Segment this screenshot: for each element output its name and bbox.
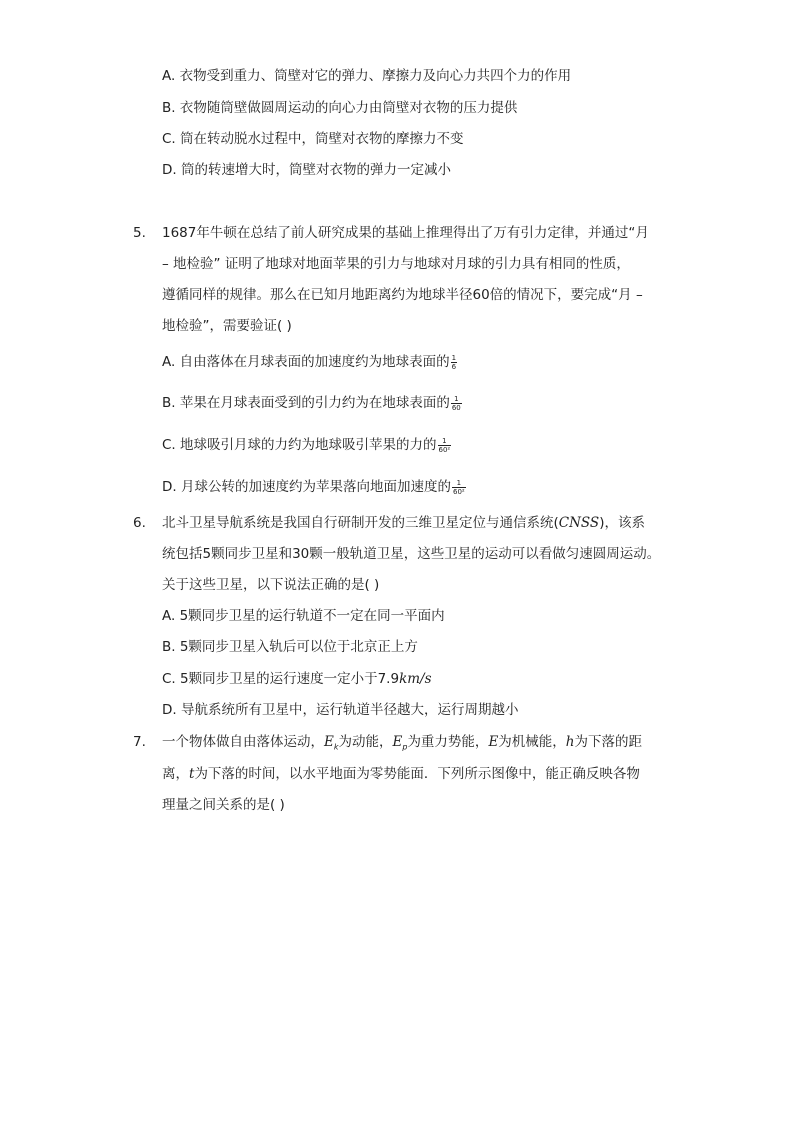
- q5-option-a: [162, 352, 457, 372]
- q7-number: 7.: [133, 734, 146, 750]
- q7-symbol-ek-subscript: k: [333, 742, 339, 752]
- q5-option-d: [162, 477, 466, 497]
- q4-option-a: A. 衣物受到重力、筒壁对它的弹力、摩擦力及向心力共四个力的作用: [162, 68, 572, 84]
- q7-symbol-h: h: [565, 734, 575, 750]
- q5-option-c-text: C. 地球吸引月球的力约为地球吸引苹果的力的: [162, 437, 437, 453]
- fraction-denominator: 60²: [438, 445, 451, 454]
- q7-stem-line2: [162, 764, 640, 784]
- q6-stem-line1-start: 北斗卫星导航系统是我国自行研制开发的三维卫星定位与通信系统(: [162, 515, 559, 531]
- q6-option-d: D. 导航系统所有卫星中，运行轨道半径越大，运行周期越小: [162, 702, 519, 718]
- q7-stem-line3: 理量之间关系的是( ): [162, 797, 285, 813]
- q7-text-part: 为下落的时间，以水平地面为零势能面．下列所示图像中，能正确反映各物: [194, 766, 640, 782]
- q4-option-b: B. 衣物随筒壁做圆周运动的向心力由筒壁对衣物的压力提供: [162, 100, 518, 116]
- q6-stem-line1: [162, 513, 645, 533]
- q7-stem-line1: [162, 732, 642, 758]
- q6-stem-line3: 关于这些卫星，以下说法正确的是( ): [162, 577, 380, 593]
- q7-symbol-ek: E: [324, 734, 334, 750]
- q6-stem-line1-end: )，该系: [599, 515, 645, 531]
- q7-symbol-ep-subscript: p: [402, 742, 408, 752]
- fraction-denominator: 60²: [452, 487, 465, 496]
- fraction-numerator: 1: [451, 395, 462, 404]
- q6-system-abbrev: CNSS: [558, 515, 600, 531]
- q5-option-d-text: D. 月球公转的加速度约为苹果落向地面加速度的: [162, 479, 451, 495]
- q7-text-part: 为重力势能，: [407, 734, 489, 750]
- q4-option-c: C. 筒在转动脱水过程中，筒壁对衣物的摩擦力不变: [162, 131, 464, 147]
- q7-symbol-ep: E: [392, 734, 403, 750]
- q4-option-d: D. 筒的转速增大时，筒壁对衣物的弹力一定减小: [162, 162, 451, 178]
- q6-option-c: [162, 669, 432, 689]
- q7-text-part: 离，: [162, 766, 189, 782]
- q7-text-part: 为下落的距: [574, 734, 642, 750]
- q5-option-d-fraction: [452, 479, 466, 496]
- q6-option-b: B. 5颗同步卫星入轨后可以位于北京正上方: [162, 639, 418, 655]
- fraction-numerator: 1: [452, 479, 466, 488]
- q7-text-part: 为动能，: [338, 734, 393, 750]
- q5-option-c: [162, 435, 451, 455]
- q6-option-c-text: C. 5颗同步卫星的运行速度一定小于7.9: [162, 671, 400, 687]
- fraction-denominator: 60: [451, 403, 461, 412]
- q5-option-b-text: B. 苹果在月球表面受到的引力约为在地球表面的: [162, 395, 450, 411]
- q6-stem-line2: 统包括5颗同步卫星和30颗一般轨道卫星，这些卫星的运动可以看做匀速圆周运动。: [162, 546, 661, 562]
- q6-number: 6.: [133, 515, 146, 531]
- q7-symbol-e: E: [488, 734, 499, 750]
- q5-option-a-fraction: [451, 354, 457, 371]
- q5-option-c-fraction: [438, 437, 452, 454]
- q7-text-part: 一个物体做自由落体运动，: [162, 734, 324, 750]
- q5-stem-line4: 地检验”，需要验证( ): [162, 318, 292, 334]
- q5-stem-line2: – 地检验” 证明了地球对地面苹果的引力与地球对月球的引力具有相同的性质，: [162, 256, 630, 272]
- fraction-numerator: 1: [438, 437, 452, 446]
- q6-speed-unit: km/s: [399, 671, 432, 687]
- fraction-numerator: 1: [451, 353, 457, 362]
- q6-option-a: A. 5颗同步卫星的运行轨道不一定在同一平面内: [162, 608, 445, 624]
- q7-text-part: 为机械能，: [498, 734, 566, 750]
- q5-stem-line3: 遵循同样的规律。那么在已知月地距离约为地球半径60倍的情况下，要完成“月 –: [162, 287, 643, 303]
- q5-option-b: [162, 393, 462, 413]
- fraction-denominator: 6: [451, 362, 457, 371]
- q7-symbol-t: t: [189, 766, 195, 782]
- q5-stem-line1: 1687年牛顿在总结了前人研究成果的基础上推理得出了万有引力定律，并通过“月: [162, 225, 649, 241]
- q5-option-b-fraction: [451, 395, 462, 412]
- q5-option-a-text: A. 自由落体在月球表面的加速度约为地球表面的: [162, 354, 450, 370]
- q5-number: 5.: [133, 225, 146, 241]
